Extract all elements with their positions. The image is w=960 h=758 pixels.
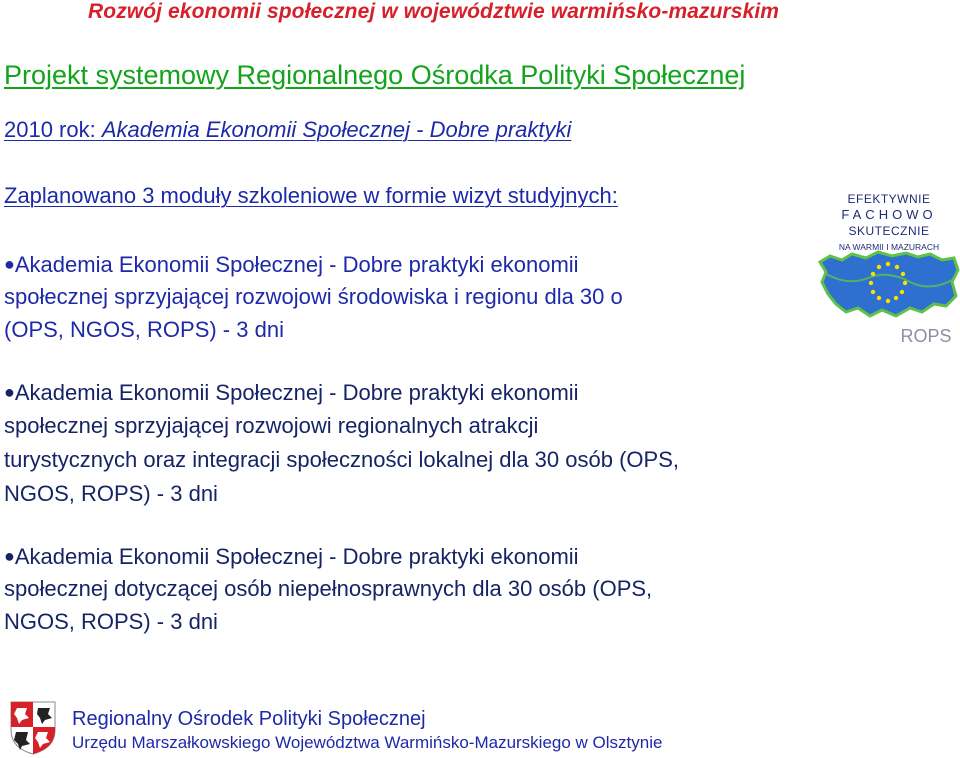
logo-line-2: FACHOWO xyxy=(841,207,937,222)
academy-name: Akademia Ekonomii Społecznej - Dobre praktyki xyxy=(101,117,572,142)
bullet-1-line-2: społecznej sprzyjającej rozwojowi środowiska i regionu dla 30 o xyxy=(4,284,623,309)
bullet-1-text-1: Akademia Ekonomii Społecznej - Dobre praktyki ekonomii xyxy=(14,252,579,277)
project-title: Projekt systemowy Regionalnego Ośrodka Polityki Społecznej xyxy=(4,60,746,90)
bullet-1-line-3: (OPS, NGOS, ROPS) - 3 dni xyxy=(4,317,284,342)
year-line xyxy=(4,117,571,143)
rops-brand-text: ROPS xyxy=(900,326,952,345)
year-label: 2010 rok: xyxy=(4,117,96,142)
bullet-3-line-2: społecznej dotyczącej osób niepełnosprawnych dla 30 osób (OPS, xyxy=(4,576,653,601)
bullet-3-text-1: Akademia Ekonomii Społecznej - Dobre praktyki ekonomii xyxy=(14,544,579,569)
logo-line-1: EFEKTYWNIE xyxy=(847,192,931,206)
page-header-title: Rozwój ekonomii społecznej w województwie warmińsko-mazurskim xyxy=(88,0,780,23)
footer-office-name: Urzędu Marszałkowskiego Województwa Warmińsko-Mazurskiego w Olsztynie xyxy=(72,733,663,752)
bullet-2-line-4: NGOS, ROPS) - 3 dni xyxy=(4,481,218,506)
bullet-dot-icon: ● xyxy=(4,382,15,402)
voivodeship-coat-of-arms-icon xyxy=(8,700,58,755)
footer-institution-name: Regionalny Ośrodek Polityki Społecznej xyxy=(72,708,426,730)
logo-line-3: SKUTECZNIE xyxy=(848,224,930,238)
bullet-dot-icon: ● xyxy=(4,254,15,274)
planned-modules-line: Zaplanowano 3 moduły szkoleniowe w formie wizyt studyjnych: xyxy=(4,183,618,208)
bullet-3-line-3: NGOS, ROPS) - 3 dni xyxy=(4,609,218,634)
bullet-2-line-3: turystycznych oraz integracji społeczności lokalnej dla 30 osób (OPS, xyxy=(4,447,679,472)
bullet-2-line-1 xyxy=(4,376,579,409)
bullet-1-line-1 xyxy=(4,248,579,281)
bullet-dot-icon: ● xyxy=(4,546,15,566)
bullet-3-line-1 xyxy=(4,540,579,573)
rops-logo xyxy=(818,190,960,345)
bullet-2-text-1: Akademia Ekonomii Społecznej - Dobre praktyki ekonomii xyxy=(14,380,579,405)
logo-line-4: NA WARMII I MAZURACH xyxy=(838,242,940,252)
bullet-2-line-2: społecznej sprzyjającej rozwojowi regionalnych atrakcji xyxy=(4,413,539,438)
